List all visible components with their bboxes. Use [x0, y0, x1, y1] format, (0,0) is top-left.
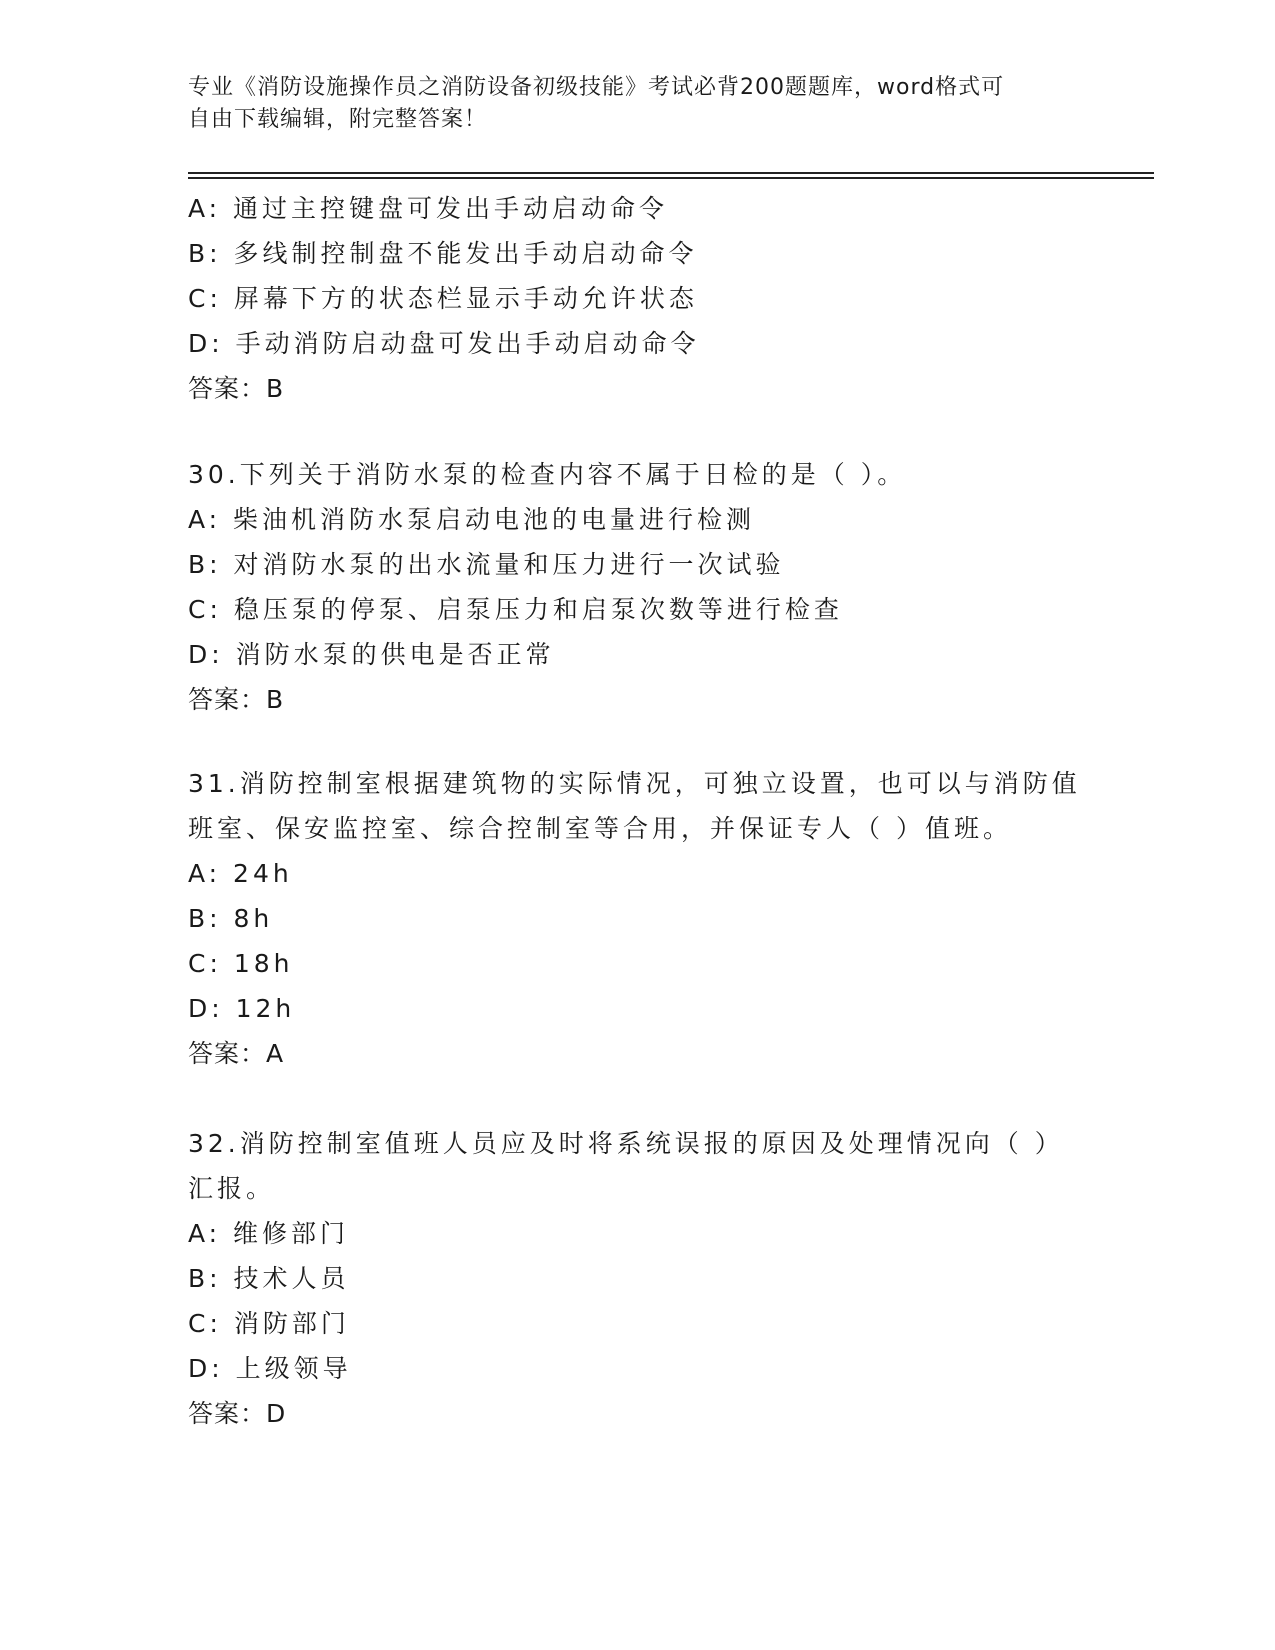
header-divider-top: [188, 172, 1154, 174]
q31-answer: 答案：A: [188, 1039, 285, 1068]
q31-option-b: B: 8h: [188, 904, 274, 933]
q30-answer: 答案：B: [188, 685, 285, 714]
q31-option-c: C: 18h: [188, 949, 294, 978]
q32-stem-line-2: 汇报。: [188, 1174, 276, 1203]
q31-option-a: A: 24h: [188, 859, 293, 888]
q32-option-a: A: 维修部门: [188, 1219, 350, 1248]
q30-stem: 30.下列关于消防水泵的检查内容不属于日检的是（ ）。: [188, 460, 907, 489]
header-line-2: 自由下载编辑，附完整答案！: [188, 107, 488, 132]
q32-answer: 答案：D: [188, 1399, 287, 1428]
q29-option-b: B: 多线制控制盘不能发出手动启动命令: [188, 239, 698, 268]
q31-stem-line-2: 班室、保安监控室、综合控制室等合用，并保证专人（ ）值班。: [188, 814, 1012, 843]
q32-stem-line-1: 32.消防控制室值班人员应及时将系统误报的原因及处理情况向（ ）: [188, 1129, 1064, 1158]
q29-option-d: D: 手动消防启动盘可发出手动启动命令: [188, 329, 700, 358]
header-line-1: 专业《消防设施操作员之消防设备初级技能》考试必背200题题库，word格式可: [188, 75, 1005, 100]
q31-stem-line-1: 31.消防控制室根据建筑物的实际情况，可独立设置，也可以与消防值: [188, 769, 1081, 798]
q30-option-b: B: 对消防水泵的出水流量和压力进行一次试验: [188, 550, 785, 579]
q32-option-c: C: 消防部门: [188, 1309, 350, 1338]
q30-option-d: D: 消防水泵的供电是否正常: [188, 640, 555, 669]
q30-option-c: C: 稳压泵的停泵、启泵压力和启泵次数等进行检查: [188, 595, 843, 624]
q29-answer: 答案：B: [188, 374, 285, 403]
q32-option-b: B: 技术人员: [188, 1264, 350, 1293]
q29-option-c: C: 屏幕下方的状态栏显示手动允许状态: [188, 284, 698, 313]
q32-option-d: D: 上级领导: [188, 1354, 352, 1383]
header-divider-bottom: [188, 177, 1154, 179]
q30-option-a: A: 柴油机消防水泵启动电池的电量进行检测: [188, 505, 756, 534]
document-header: [188, 72, 1088, 136]
q31-option-d: D: 12h: [188, 994, 296, 1023]
q29-option-a: A: 通过主控键盘可发出手动启动命令: [188, 194, 669, 223]
